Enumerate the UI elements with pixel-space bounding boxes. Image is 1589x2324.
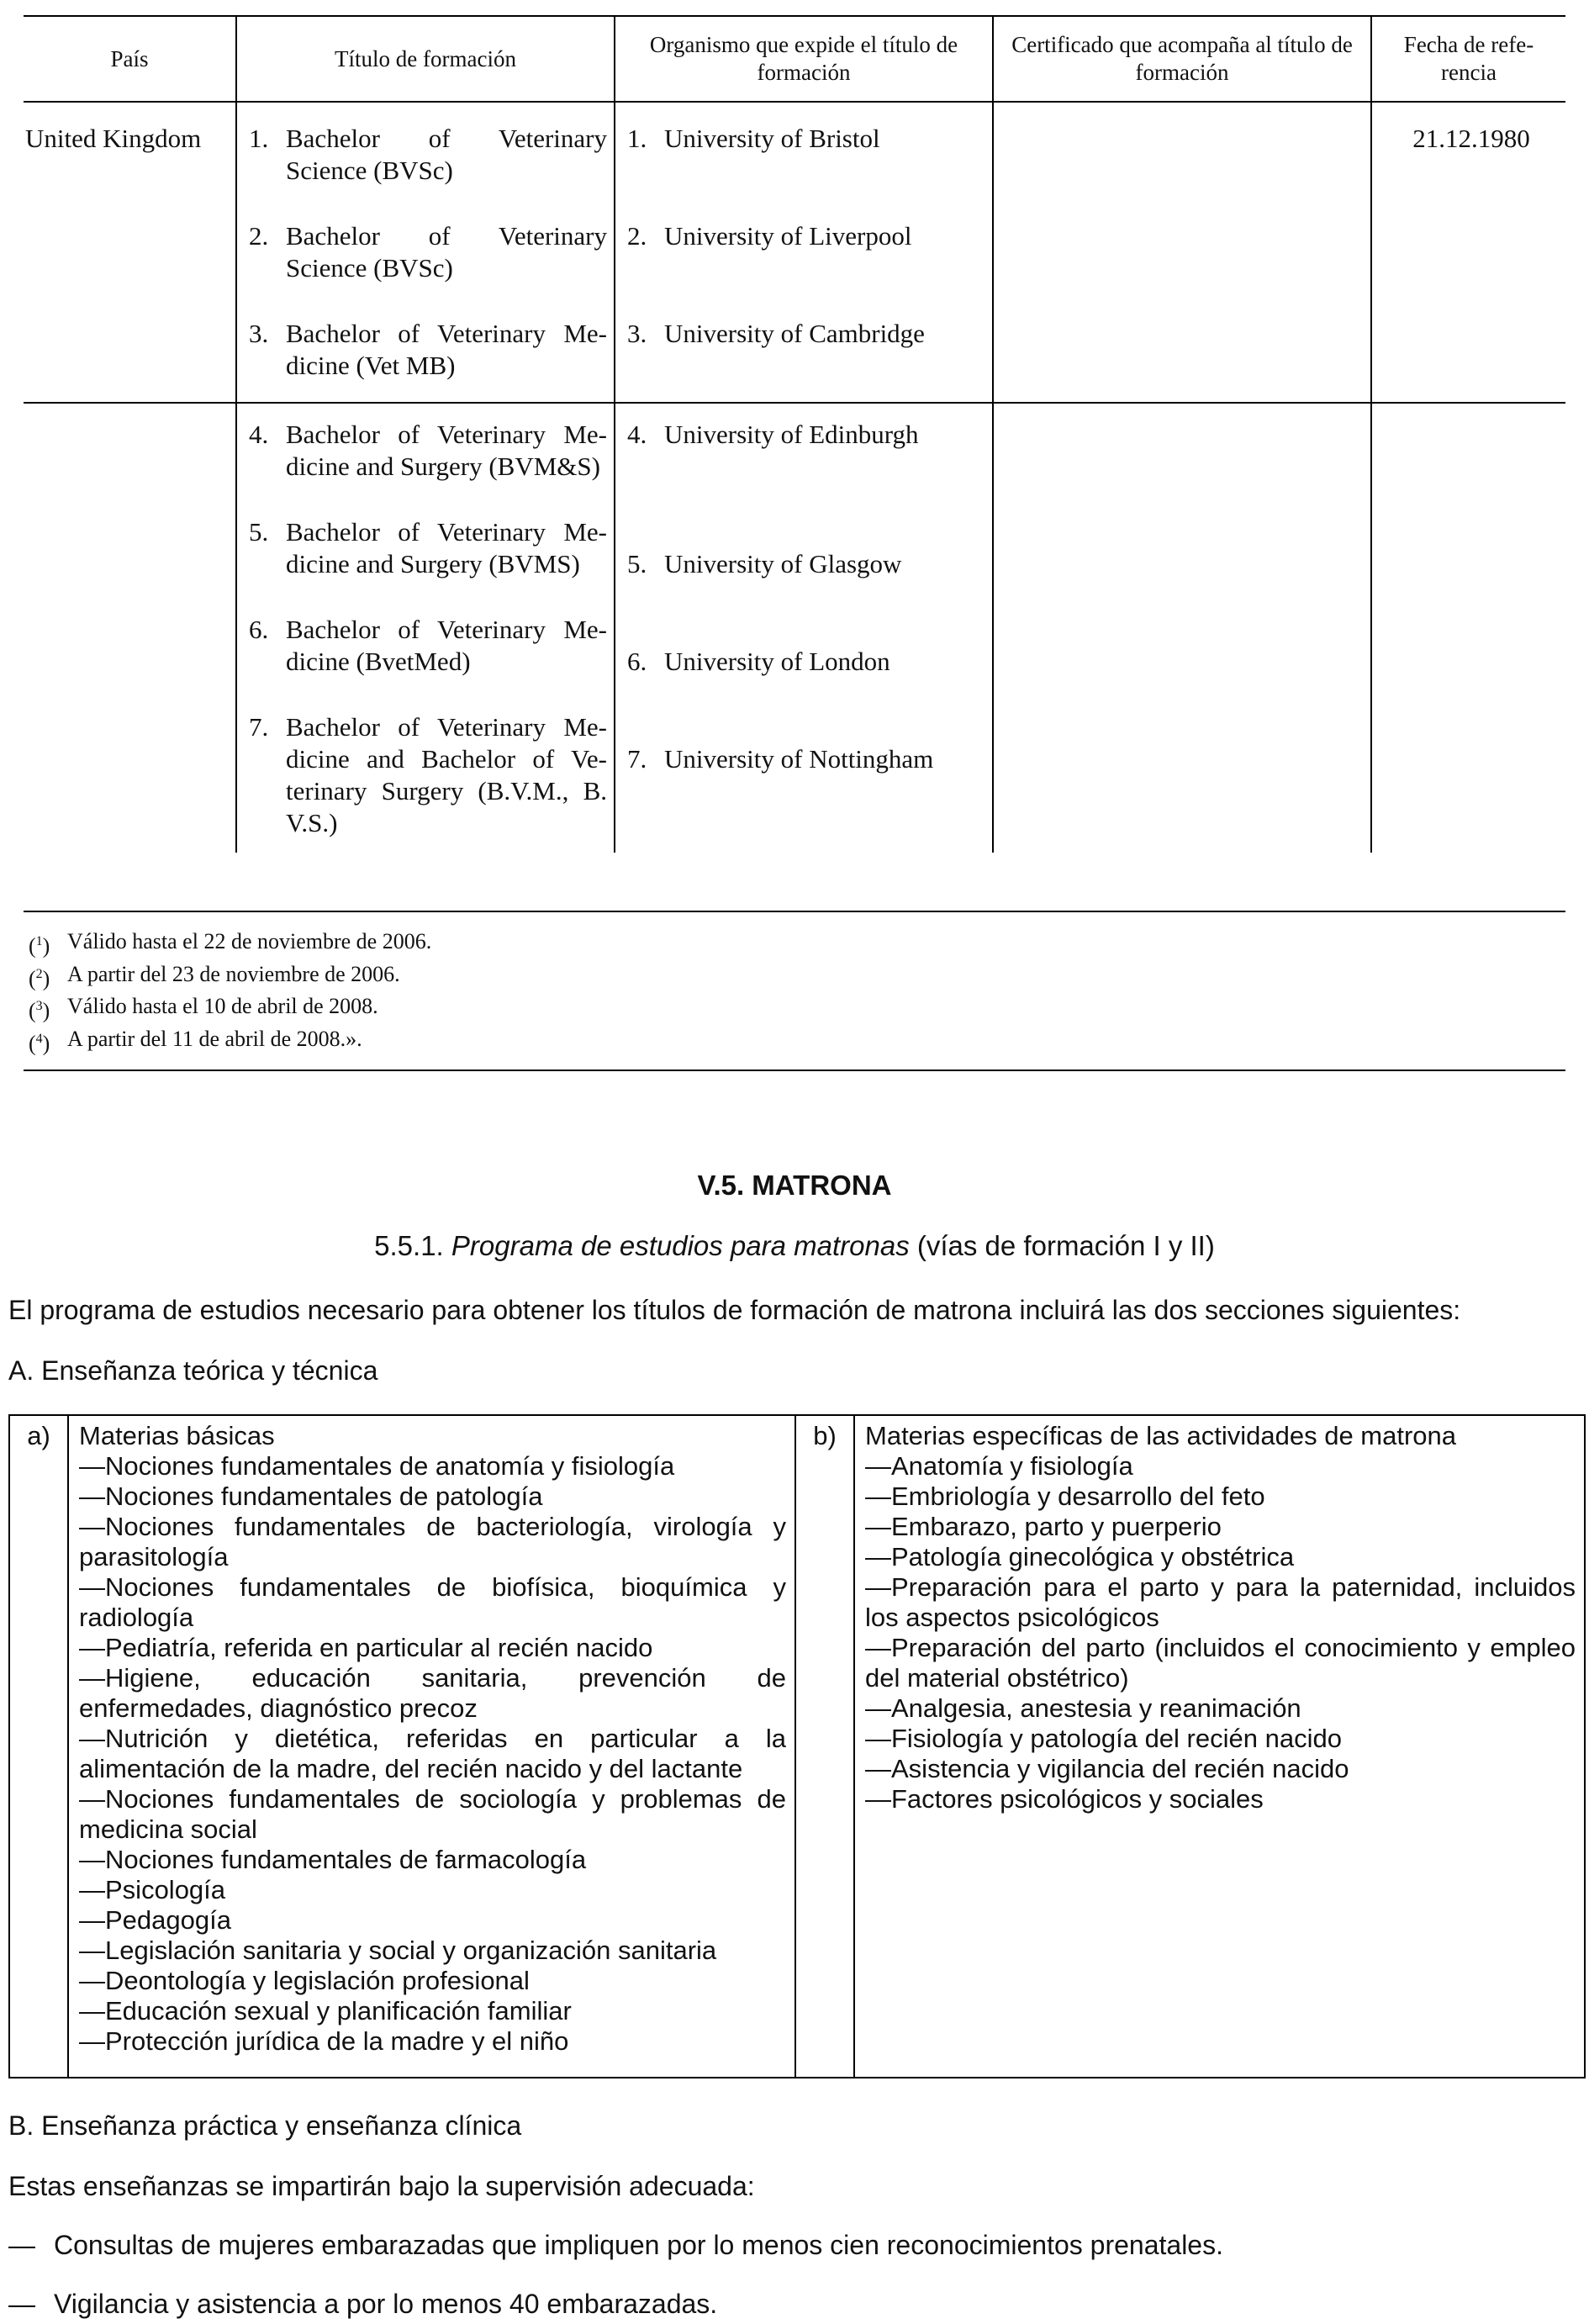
footnote: ($^1$) Válido hasta el 22 de noviembre de 2006. (29, 929, 432, 959)
specific-subjects-heading: Materias específicas de las actividades de matrona (865, 1421, 1457, 1450)
list-item: —Deontología y legislación profesional (79, 1966, 530, 1995)
organization-cell (615, 403, 993, 853)
title-text: Bachelor of Veterinary Me-dicine (BvetMed) (286, 615, 607, 676)
organization-item (627, 646, 985, 678)
specific-subjects-cell (854, 1415, 1585, 2078)
practice-text: Consultas de mujeres embarazadas que impliquen por lo menos cien reconocimientos prenatales. (54, 2230, 1223, 2260)
item-number: 3. (249, 319, 269, 348)
header-reference-date: Fecha de refe-rencia (1371, 16, 1565, 102)
organization-text: University of Glasgow (664, 549, 902, 578)
header-organization: Organismo que expide el título de formación (615, 16, 993, 102)
footnote: ($^2$) A partir del 23 de noviembre de 2006. (29, 961, 400, 991)
item-number: 4. (627, 420, 647, 449)
footnote-text: A partir del 23 de noviembre de 2006. (67, 961, 400, 986)
list-item: —Higiene, educación sanitaria, prevención de enfermedades, diagnóstico precoz (79, 1663, 786, 1723)
list-item: —Preparación del parto (incluidos el conocimiento y empleo del material obstétrico) (865, 1633, 1576, 1693)
organization-item (627, 743, 985, 775)
organization-text: University of Edinburgh (664, 420, 919, 449)
footnote: ($^3$) Válido hasta el 10 de abril de 2008. (29, 994, 378, 1023)
list-item: —Analgesia, anestesia y reanimación (865, 1693, 1301, 1723)
part-a-heading: A. Enseñanza teórica y técnica (8, 1355, 378, 1386)
country-cell: United Kingdom (24, 102, 236, 403)
subsection-rest: (vías de formación I y II) (916, 1230, 1215, 1261)
veterinary-titles-table (24, 15, 1565, 853)
organization-item (627, 318, 985, 350)
item-number: 3. (627, 319, 647, 348)
item-number: 7. (627, 744, 647, 774)
title-text: Bachelor of Veterinary Me-dicine and Surgery (BVM&S) (286, 420, 607, 481)
table-row (9, 1415, 1585, 2078)
organization-text: University of London (664, 647, 890, 676)
practice-item (8, 2287, 717, 2321)
title-cell (236, 403, 615, 853)
list-item: —Pediatría, referida en particular al recién nacido (79, 1633, 653, 1662)
header-title: Título de formación (236, 16, 615, 102)
list-item: —Anatomía y fisiología (865, 1451, 1133, 1481)
organization-text: University of Bristol (664, 124, 880, 153)
dash: — (8, 2289, 35, 2319)
list-item: —Preparación para el parto y para la paternidad, incluidos los aspectos psicológicos (865, 1572, 1576, 1632)
table-row (24, 403, 1565, 853)
organization-item (627, 220, 985, 252)
title-item (249, 516, 607, 580)
footnote: ($^4$) A partir del 11 de abril de 2008.». (29, 1026, 362, 1056)
title-item (249, 711, 607, 839)
item-number: 1. (627, 124, 647, 153)
subsection-number: 5.5.1. (374, 1230, 444, 1261)
title-item (249, 318, 607, 382)
list-item: —Factores psicológicos y sociales (865, 1784, 1264, 1814)
practice-item (8, 2228, 1223, 2262)
country-cell (24, 403, 236, 853)
list-item: —Fisiología y patología del recién nacido (865, 1724, 1342, 1753)
title-item (249, 123, 607, 187)
part-b-heading: B. Enseñanza práctica y enseñanza clínica (8, 2110, 522, 2141)
item-number: 2. (627, 221, 647, 251)
supervision-paragraph: Estas enseñanzas se impartirán bajo la supervisión adecuada: (8, 2171, 755, 2201)
dash: — (8, 2230, 35, 2260)
title-text: Bachelor of Veterinary Science (BVSc) (286, 124, 607, 185)
item-number: 5. (627, 549, 647, 578)
item-number: 1. (249, 124, 269, 153)
basic-subjects-heading: Materias básicas (79, 1421, 275, 1450)
organization-text: University of Cambridge (664, 319, 925, 348)
subsection-italic: Programa de estudios para matronas (451, 1230, 910, 1261)
organization-text: University of Nottingham (664, 744, 934, 774)
footnote-text: A partir del 11 de abril de 2008.». (67, 1026, 362, 1051)
organization-list (627, 123, 985, 350)
item-number: 6. (627, 647, 647, 676)
item-number: 5. (249, 517, 269, 547)
title-cell (236, 102, 615, 403)
title-list (249, 123, 607, 382)
list-item: —Legislación sanitaria y social y organización sanitaria (79, 1936, 717, 1965)
list-item: —Nociones fundamentales de biofísica, bioquímica y radiología (79, 1572, 786, 1632)
footnote-text: Válido hasta el 10 de abril de 2008. (67, 994, 378, 1019)
practice-text: Vigilancia y asistencia a por lo menos 40 embarazadas. (54, 2289, 718, 2319)
list-item: —Nociones fundamentales de anatomía y fisiología (79, 1451, 675, 1481)
organization-item (627, 419, 985, 451)
title-text: Bachelor of Veterinary Science (BVSc) (286, 221, 607, 283)
list-item: —Patología ginecológica y obstétrica (865, 1542, 1295, 1571)
organization-list (627, 419, 985, 775)
list-item: —Nociones fundamentales de patología (79, 1482, 543, 1511)
label-b: b) (795, 1415, 854, 2078)
list-item: —Asistencia y vigilancia del recién nacido (865, 1754, 1349, 1783)
reference-date-cell: 21.12.1980 (1371, 102, 1565, 403)
item-number: 7. (249, 712, 269, 742)
list-item: —Educación sexual y planificación familiar (79, 1996, 572, 2026)
footnotes (24, 911, 1565, 1071)
title-item (249, 614, 607, 678)
list-item: —Nociones fundamentales de farmacología (79, 1845, 587, 1874)
organization-cell (615, 102, 993, 403)
specific-subjects-list (865, 1451, 1576, 1814)
table-header-row (24, 16, 1565, 102)
list-item: —Psicología (79, 1875, 226, 1904)
footnote-mark: 1 (35, 934, 43, 948)
title-text: Bachelor of Veterinary Me-dicine and Surgery (BVMS) (286, 517, 607, 578)
certificate-cell (993, 102, 1371, 403)
item-number: 4. (249, 420, 269, 449)
organization-item (627, 123, 985, 155)
list-item: —Nociones fundamentales de bacteriología, virología y parasitología (79, 1512, 786, 1571)
reference-date-cell (1371, 403, 1565, 853)
footnote-mark: 4 (35, 1031, 43, 1046)
basic-subjects-cell (68, 1415, 795, 2078)
subjects-table (8, 1414, 1586, 2078)
label-a: a) (9, 1415, 68, 2078)
title-list (249, 419, 607, 839)
list-item: —Nutrición y dietética, referidas en particular a la alimentación de la madre, del recién nacido y del lactante (79, 1724, 786, 1783)
header-country: País (24, 16, 236, 102)
intro-paragraph: El programa de estudios necesario para obtener los títulos de formación de matrona incluirá las dos secciones siguientes: (8, 1295, 1461, 1325)
title-item (249, 419, 607, 483)
title-item (249, 220, 607, 284)
footnote-text: Válido hasta el 22 de noviembre de 2006. (67, 929, 432, 953)
item-number: 6. (249, 615, 269, 644)
list-item: —Embriología y desarrollo del feto (865, 1482, 1265, 1511)
list-item: —Pedagogía (79, 1905, 231, 1935)
title-text: Bachelor of Veterinary Me-dicine and Bachelor of Ve-terinary Surgery (B.V.M., B. V.S.) (286, 712, 607, 837)
footnote-mark: 2 (35, 966, 43, 981)
organization-text: University of Liverpool (664, 221, 912, 251)
subsection-title (0, 1229, 1589, 1263)
footnote-mark: 3 (35, 999, 43, 1014)
list-item: —Protección jurídica de la madre y el niño (79, 2026, 569, 2056)
basic-subjects-list (79, 1451, 786, 2057)
organization-item (627, 548, 985, 580)
section-title: V.5. MATRONA (697, 1170, 892, 1201)
item-number: 2. (249, 221, 269, 251)
list-item: —Embarazo, parto y puerperio (865, 1512, 1222, 1541)
list-item: —Nociones fundamentales de sociología y problemas de medicina social (79, 1784, 786, 1844)
title-text: Bachelor of Veterinary Me-dicine (Vet MB) (286, 319, 607, 380)
table-row (24, 102, 1565, 403)
certificate-cell (993, 403, 1371, 853)
header-certificate: Certificado que acompaña al título de formación (993, 16, 1371, 102)
